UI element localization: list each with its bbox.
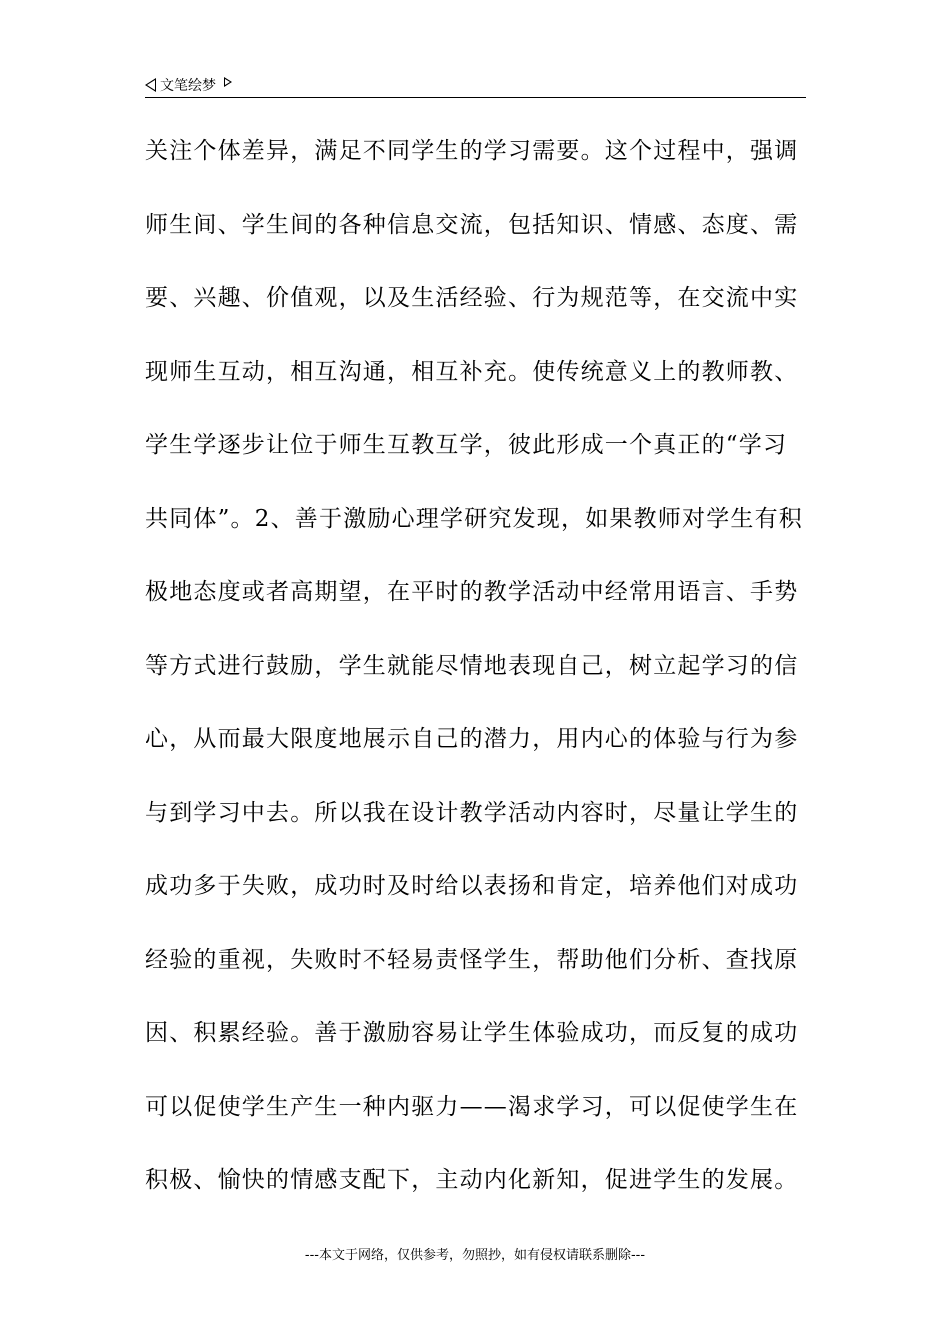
text-line: 可以促使学生产生一种内驱力——渴求学习，可以促使学生在	[145, 1093, 799, 1120]
footer-disclaimer: ---本文于网络，仅供参考，勿照抄，如有侵权请联系删除---	[304, 1248, 646, 1263]
text-line: 因、积累经验。善于激励容易让学生体验成功，而反复的成功	[145, 1020, 799, 1046]
text-line: 经验的重视，失败时不轻易责怪学生，帮助他们分析、查找原	[145, 946, 799, 973]
text-line: 等方式进行鼓励，学生就能尽情地表现自己，树立起学习的信	[145, 652, 799, 679]
text-line: 共同体”。2、善于激励心理学研究发现，如果教师对学生有积	[145, 505, 803, 532]
text-line: 积极、愉快的情感支配下，主动内化新知，促进学生的发展。	[145, 1167, 799, 1193]
triangle-right-icon	[224, 77, 232, 87]
text-line: 与到学习中去。所以我在设计教学活动内容时，尽量让学生的	[145, 799, 799, 826]
text-line: 学生学逐步让位于师生互教互学，彼此形成一个真正的“学习	[145, 432, 788, 458]
text-line: 成功多于失败，成功时及时给以表扬和肯定，培养他们对成功	[145, 873, 799, 899]
text-line: 要、兴趣、价值观，以及生活经验、行为规范等，在交流中实	[145, 285, 799, 311]
text-line: 师生间、学生间的各种信息交流，包括知识、情感、态度、需	[145, 211, 799, 238]
header-title: 文笔绘梦	[160, 78, 216, 94]
text-line: 关注个体差异，满足不同学生的学习需要。这个过程中，强调	[145, 138, 799, 164]
text-line: 心，从而最大限度地展示自己的潜力，用内心的体验与行为参	[145, 726, 799, 752]
body-paragraph	[145, 128, 815, 1231]
page-header	[145, 72, 232, 98]
header-divider	[145, 97, 806, 98]
text-line: 极地态度或者高期望，在平时的教学活动中经常用语言、手势	[145, 579, 799, 605]
triangle-left-icon	[145, 78, 156, 92]
text-line: 现师生互动，相互沟通，相互补充。使传统意义上的教师教、	[145, 358, 799, 385]
